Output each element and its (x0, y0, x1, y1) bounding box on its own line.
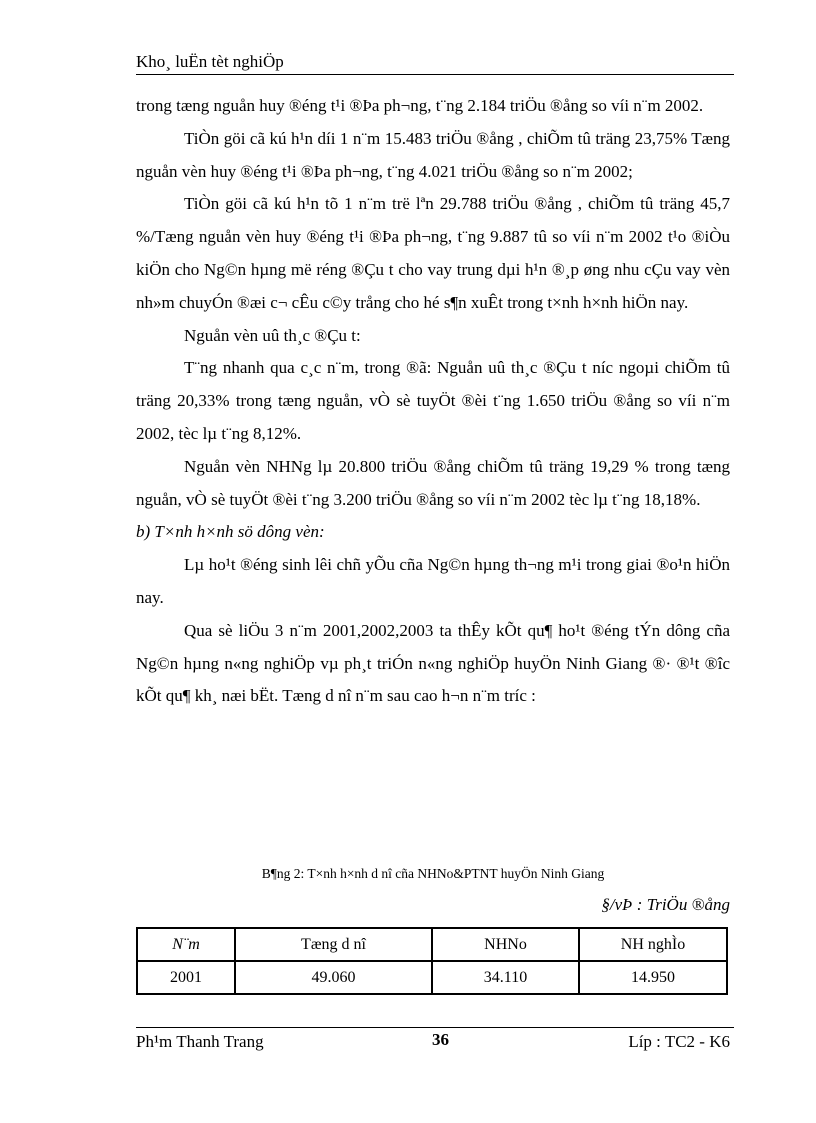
footer-class: Líp : TC2 - K6 (628, 1032, 730, 1051)
paragraph: TiÒn göi cã kú h¹n díi 1 n¨m 15.483 triÖu ®ång , chiÕm tû träng 23,75% Tæng nguån vèn huy ®éng t¹i ®Þa ph¬ng, t¨ng 4.021 triÖu ®ång so n¨m 2002; (136, 128, 730, 181)
footer-author: Ph¹m Thanh Trang (136, 1032, 264, 1051)
page-number: 36 (432, 1030, 449, 1049)
section-heading: b) T×nh h×nh sö dông vèn: (136, 522, 325, 542)
table-cell: 49.060 (235, 961, 432, 994)
table-cell: 2001 (137, 961, 235, 994)
table-cell: 14.950 (579, 961, 727, 994)
table-row (137, 961, 727, 994)
header-divider (136, 74, 734, 75)
page-header-title: Kho¸ luËn tèt nghiÖp (136, 52, 284, 71)
column-header-nhno: NHNo (432, 928, 579, 961)
paragraph: trong tæng nguån huy ®éng t¹i ®Þa ph¬ng, t¨ng 2.184 triÖu ®ång so víi n¨m 2002. (136, 96, 704, 115)
document-body (136, 90, 730, 713)
table-unit: §/vÞ : TriÖu ®ång (601, 895, 730, 914)
table-header-row (137, 928, 727, 961)
column-header-total: Tæng d nî (235, 928, 432, 961)
loan-table (136, 927, 728, 995)
paragraph: Qua sè liÖu 3 n¨m 2001,2002,2003 ta thÊy kÕt qu¶ ho¹t ®éng tÝn dông cña Ng©n hµng n«ng nghiÖp vµ ph¸t triÓn n«ng nghiÖp huyÖn Ninh Giang ®· ®¹t ®îc kÕt qu¶ kh¸ næi bËt. Tæng d nî n¨m sau cao h¬n n¨m tríc : (136, 620, 730, 706)
paragraph: Nguån vèn NHNg lµ 20.800 triÖu ®ång chiÕm tû träng 19,29 % trong tæng nguån, vÒ sè tuyÖt ®èi t¨ng 3.200 triÖu ®ång so víi n¨m 2002 tèc lµ t¨ng 18,18%. (136, 456, 730, 509)
table-cell: 34.110 (432, 961, 579, 994)
footer-divider (136, 1027, 734, 1028)
column-header-year: N¨m (137, 928, 235, 961)
paragraph: Nguån vèn uû th¸c ®Çu t: (184, 325, 361, 345)
column-header-nh-ngheo: NH nghÌo (579, 928, 727, 961)
paragraph: Lµ ho¹t ®éng sinh lêi chñ yÕu cña Ng©n hµng th¬ng m¹i trong giai ®o¹n hiÖn nay. (136, 555, 730, 607)
paragraph: T¨ng nhanh qua c¸c n¨m, trong ®ã: Nguån uû th¸c ®Çu t níc ngoµi chiÕm tû träng 20,33% trong tæng nguån, vÒ sè tuyÖt ®èi t¨ng 1.650 triÖu ®ång so víi n¨m 2002, tèc lµ t¨ng 8,12%. (136, 358, 730, 443)
table-caption: B¶ng 2: T×nh h×nh d nî cña NHNo&PTNT huyÖn Ninh Giang (261, 866, 605, 881)
paragraph: TiÒn göi cã kú h¹n tõ 1 n¨m trë lªn 29.788 triÖu ®ång , chiÕm tû träng 45,7 %/Tæng nguån vèn huy ®éng t¹i ®Þa ph¬ng, t¨ng 9.887 tû so víi n¨m 2002 t¹o ®iÒu kiÖn cho Ng©n hµng më réng ®Çu t cho vay trung dµi h¹n ®¸p øng nhu cÇu vay vèn nh»m chuyÓn ®æi c¬ cÊu c©y trång cho hé s¶n xuÊt trong t×nh h×nh hiÖn nay. (136, 194, 730, 312)
